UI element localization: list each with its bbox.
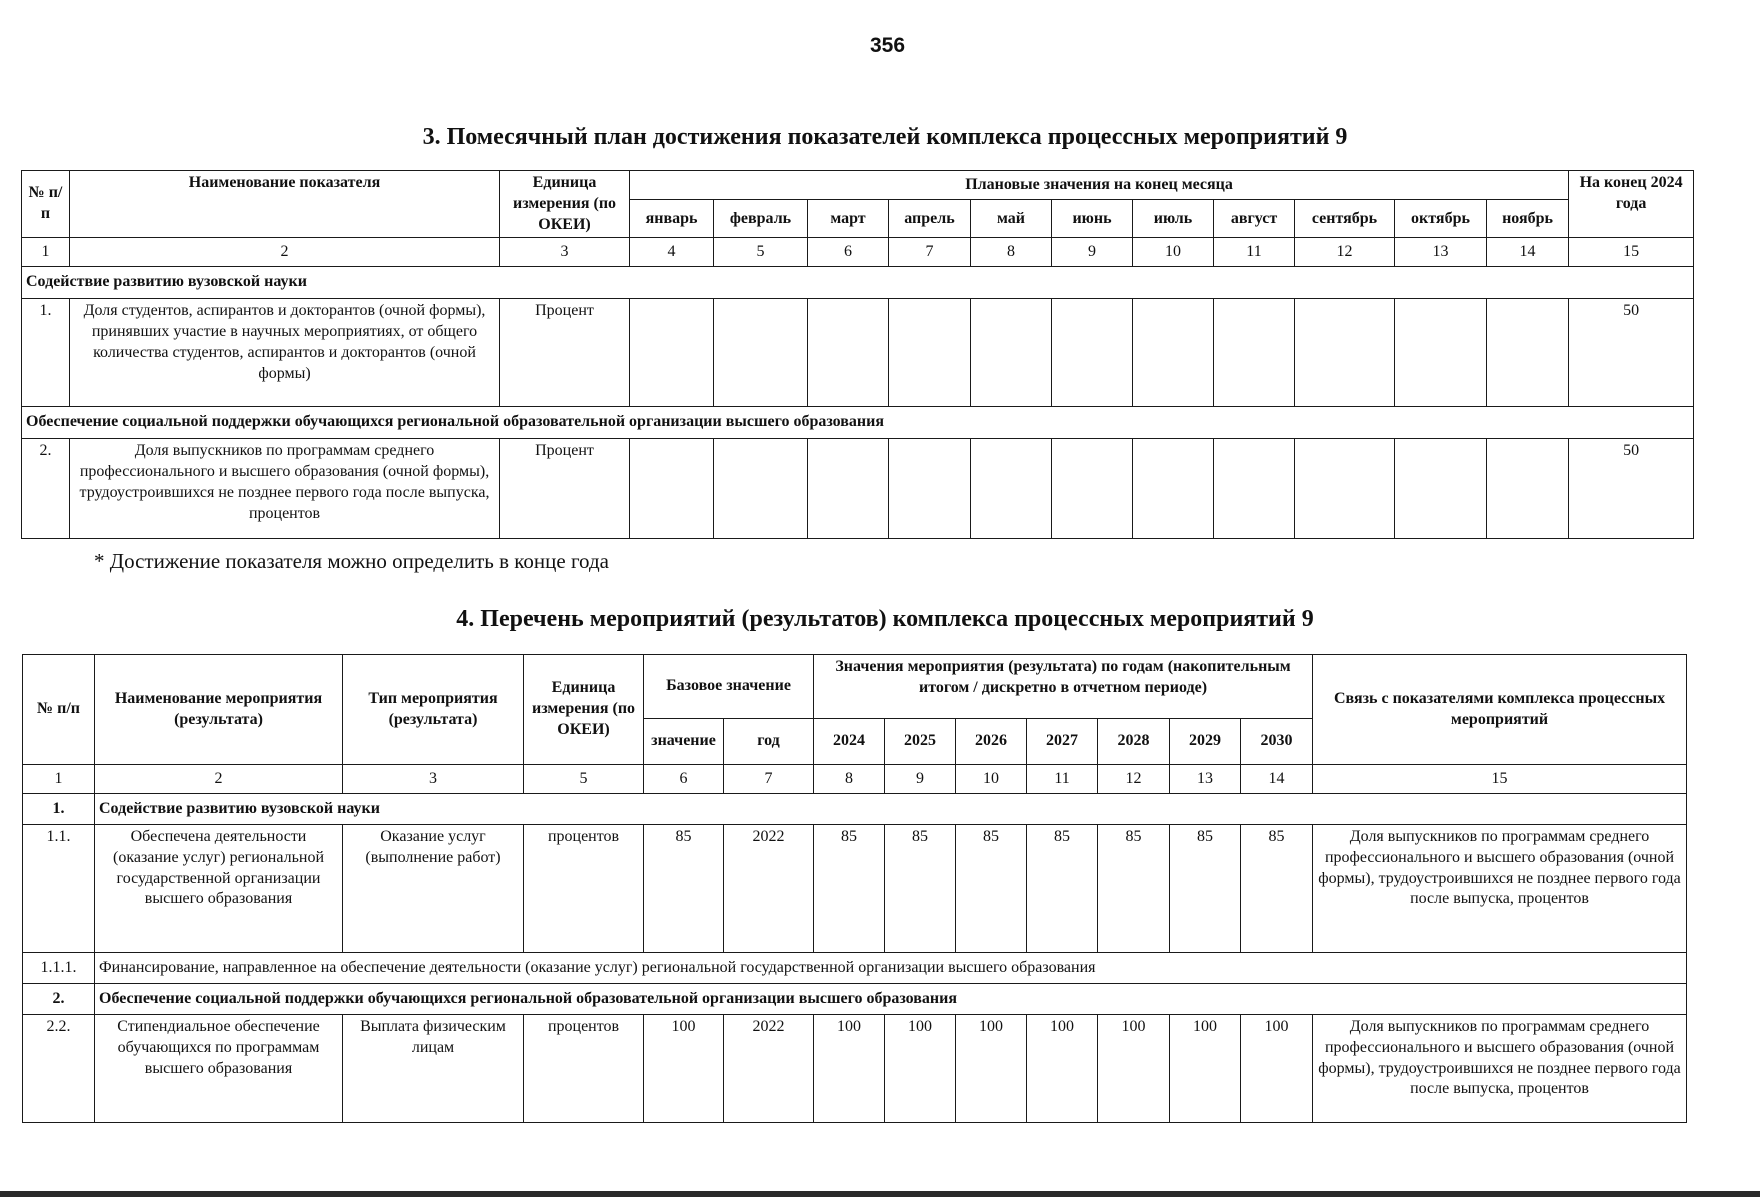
- year-header: 2024: [814, 719, 885, 765]
- column-number: 4: [630, 238, 714, 267]
- header-values-by-year: Значения мероприятия (результата) по годам (накопительным итогом / дискретно в отчетном периоде): [814, 655, 1313, 719]
- group-num: 1.: [23, 794, 95, 825]
- month-value: [1214, 299, 1295, 407]
- group-title: Обеспечение социальной поддержки обучающихся региональной образовательной организации высшего образования: [95, 984, 1687, 1015]
- column-number-row: [23, 765, 1687, 794]
- year-value: 85: [814, 825, 885, 953]
- row-num: 2.: [22, 439, 70, 539]
- month-header: март: [808, 200, 889, 238]
- header-activity-name: Наименование мероприятия (результата): [95, 655, 343, 765]
- column-number: 11: [1027, 765, 1098, 794]
- year-value: 85: [956, 825, 1027, 953]
- sub-activity-text: Финансирование, направленное на обеспечение деятельности (оказание услуг) региональной государственной организации высшего образования: [95, 953, 1687, 984]
- base-value: 85: [644, 825, 724, 953]
- year-value: 100: [885, 1015, 956, 1123]
- column-number: 11: [1214, 238, 1295, 267]
- year-value: 100: [1098, 1015, 1170, 1123]
- header-num: № п/п: [22, 171, 70, 238]
- month-value: [1133, 439, 1214, 539]
- column-number: 5: [714, 238, 808, 267]
- header-planned-values: Плановые значения на конец месяца: [630, 171, 1569, 200]
- column-number: 7: [889, 238, 971, 267]
- indicator-unit: Процент: [500, 439, 630, 539]
- column-number: 13: [1170, 765, 1241, 794]
- column-number: 3: [343, 765, 524, 794]
- group-title: Содействие развитию вузовской науки: [95, 794, 1687, 825]
- header-base-year: год: [724, 719, 814, 765]
- base-year: 2022: [724, 825, 814, 953]
- month-header: ноябрь: [1487, 200, 1569, 238]
- year-header: 2028: [1098, 719, 1170, 765]
- month-value: [630, 299, 714, 407]
- year-header: 2029: [1170, 719, 1241, 765]
- month-value: [1052, 439, 1133, 539]
- column-number: 9: [1052, 238, 1133, 267]
- group-row: [22, 407, 1694, 439]
- base-year: 2022: [724, 1015, 814, 1123]
- activities-table: [22, 654, 1687, 1123]
- year-end-value: 50: [1569, 439, 1694, 539]
- indicator-unit: Процент: [500, 299, 630, 407]
- table-row: [22, 439, 1694, 539]
- month-value: [971, 299, 1052, 407]
- column-number: 15: [1313, 765, 1687, 794]
- activity-unit: процентов: [524, 1015, 644, 1123]
- page-number: 356: [869, 34, 906, 57]
- month-header: октябрь: [1395, 200, 1487, 238]
- header-indicator-name: Наименование показателя: [70, 171, 500, 238]
- month-value: [630, 439, 714, 539]
- year-end-value: 50: [1569, 299, 1694, 407]
- month-value: [1133, 299, 1214, 407]
- year-value: 100: [1027, 1015, 1098, 1123]
- column-number: 15: [1569, 238, 1694, 267]
- table-row: [23, 1015, 1687, 1123]
- row-num: 2.2.: [23, 1015, 95, 1123]
- indicator-name: Доля выпускников по программам среднего профессионального и высшего образования (очной формы), трудоустроившихся не позднее первого года после выпуска, процентов: [70, 439, 500, 539]
- month-value: [1395, 439, 1487, 539]
- column-number: 3: [500, 238, 630, 267]
- year-value: 85: [1170, 825, 1241, 953]
- group-title: Обеспечение социальной поддержки обучающихся региональной образовательной организации высшего образования: [22, 407, 1694, 439]
- footnote: * Достижение показателя можно определить в конце года: [94, 549, 609, 573]
- column-number: 12: [1098, 765, 1170, 794]
- activity-type: Выплата физическим лицам: [343, 1015, 524, 1123]
- month-header: август: [1214, 200, 1295, 238]
- linked-indicator: Доля выпускников по программам среднего профессионального и высшего образования (очной формы), трудоустроившихся не позднее первого года после выпуска, процентов: [1313, 825, 1687, 953]
- column-number: 9: [885, 765, 956, 794]
- column-number: 2: [95, 765, 343, 794]
- sub-activity-row: [23, 953, 1687, 984]
- month-value: [1214, 439, 1295, 539]
- month-header: сентябрь: [1295, 200, 1395, 238]
- column-number: 6: [808, 238, 889, 267]
- group-title: Содействие развитию вузовской науки: [22, 267, 1694, 299]
- year-header: 2026: [956, 719, 1027, 765]
- month-value: [1295, 439, 1395, 539]
- group-row: [23, 794, 1687, 825]
- month-value: [1295, 299, 1395, 407]
- column-number-row: [22, 238, 1694, 267]
- year-header: 2027: [1027, 719, 1098, 765]
- section-3-title: 3. Помесячный план достижения показателей комплекса процессных мероприятий 9: [422, 124, 1348, 150]
- year-value: 85: [1098, 825, 1170, 953]
- monthly-plan-table: [21, 170, 1694, 539]
- column-number: 10: [1133, 238, 1214, 267]
- month-value: [889, 299, 971, 407]
- column-number: 10: [956, 765, 1027, 794]
- indicator-name: Доля студентов, аспирантов и докторантов (очной формы), принявших участие в научных мероприятиях, от общего количества студентов, аспирантов и докторантов (очной формы): [70, 299, 500, 407]
- month-value: [1487, 439, 1569, 539]
- year-header: 2025: [885, 719, 956, 765]
- year-value: 100: [1241, 1015, 1313, 1123]
- header-base-value-sub: значение: [644, 719, 724, 765]
- column-number: 12: [1295, 238, 1395, 267]
- row-num: 1.: [22, 299, 70, 407]
- activity-name: Стипендиальное обеспечение обучающихся по программам высшего образования: [95, 1015, 343, 1123]
- row-num: 1.1.: [23, 825, 95, 953]
- month-header: февраль: [714, 200, 808, 238]
- year-header: 2030: [1241, 719, 1313, 765]
- month-value: [1487, 299, 1569, 407]
- column-number: 1: [22, 238, 70, 267]
- table-row: [22, 299, 1694, 407]
- header-base-value: Базовое значение: [644, 655, 814, 719]
- activity-type: Оказание услуг (выполнение работ): [343, 825, 524, 953]
- month-value: [714, 299, 808, 407]
- activity-unit: процентов: [524, 825, 644, 953]
- month-value: [1395, 299, 1487, 407]
- year-value: 100: [956, 1015, 1027, 1123]
- table-row: [23, 825, 1687, 953]
- year-value: 85: [1241, 825, 1313, 953]
- month-header: июль: [1133, 200, 1214, 238]
- column-number: 2: [70, 238, 500, 267]
- month-header: май: [971, 200, 1052, 238]
- group-row: [23, 984, 1687, 1015]
- activity-name: Обеспечена деятельности (оказание услуг) региональной государственной организации высшего образования: [95, 825, 343, 953]
- month-header: январь: [630, 200, 714, 238]
- month-value: [1052, 299, 1133, 407]
- year-value: 100: [1170, 1015, 1241, 1123]
- column-number: 8: [814, 765, 885, 794]
- header-year-end: На конец 2024 года: [1569, 171, 1694, 238]
- column-number: 8: [971, 238, 1052, 267]
- header-activity-type: Тип мероприятия (результата): [343, 655, 524, 765]
- column-number: 14: [1487, 238, 1569, 267]
- linked-indicator: Доля выпускников по программам среднего профессионального и высшего образования (очной формы), трудоустроившихся не позднее первого года после выпуска, процентов: [1313, 1015, 1687, 1123]
- group-num: 2.: [23, 984, 95, 1015]
- header-num: № п/п: [23, 655, 95, 765]
- section-4-title: 4. Перечень мероприятий (результатов) комплекса процессных мероприятий 9: [456, 606, 1314, 632]
- year-value: 85: [1027, 825, 1098, 953]
- column-number: 5: [524, 765, 644, 794]
- year-value: 85: [885, 825, 956, 953]
- header-link: Связь с показателями комплекса процессных мероприятий: [1313, 655, 1687, 765]
- month-value: [808, 299, 889, 407]
- month-header: июнь: [1052, 200, 1133, 238]
- month-value: [714, 439, 808, 539]
- month-header: апрель: [889, 200, 971, 238]
- header-unit: Единица измерения (по ОКЕИ): [524, 655, 644, 765]
- row-num: 1.1.1.: [23, 953, 95, 984]
- column-number: 13: [1395, 238, 1487, 267]
- column-number: 6: [644, 765, 724, 794]
- column-number: 14: [1241, 765, 1313, 794]
- column-number: 1: [23, 765, 95, 794]
- month-value: [889, 439, 971, 539]
- base-value: 100: [644, 1015, 724, 1123]
- year-value: 100: [814, 1015, 885, 1123]
- bottom-divider: [0, 1191, 1760, 1197]
- month-value: [808, 439, 889, 539]
- month-value: [971, 439, 1052, 539]
- column-number: 7: [724, 765, 814, 794]
- header-unit: Единица измерения (по ОКЕИ): [500, 171, 630, 238]
- group-row: [22, 267, 1694, 299]
